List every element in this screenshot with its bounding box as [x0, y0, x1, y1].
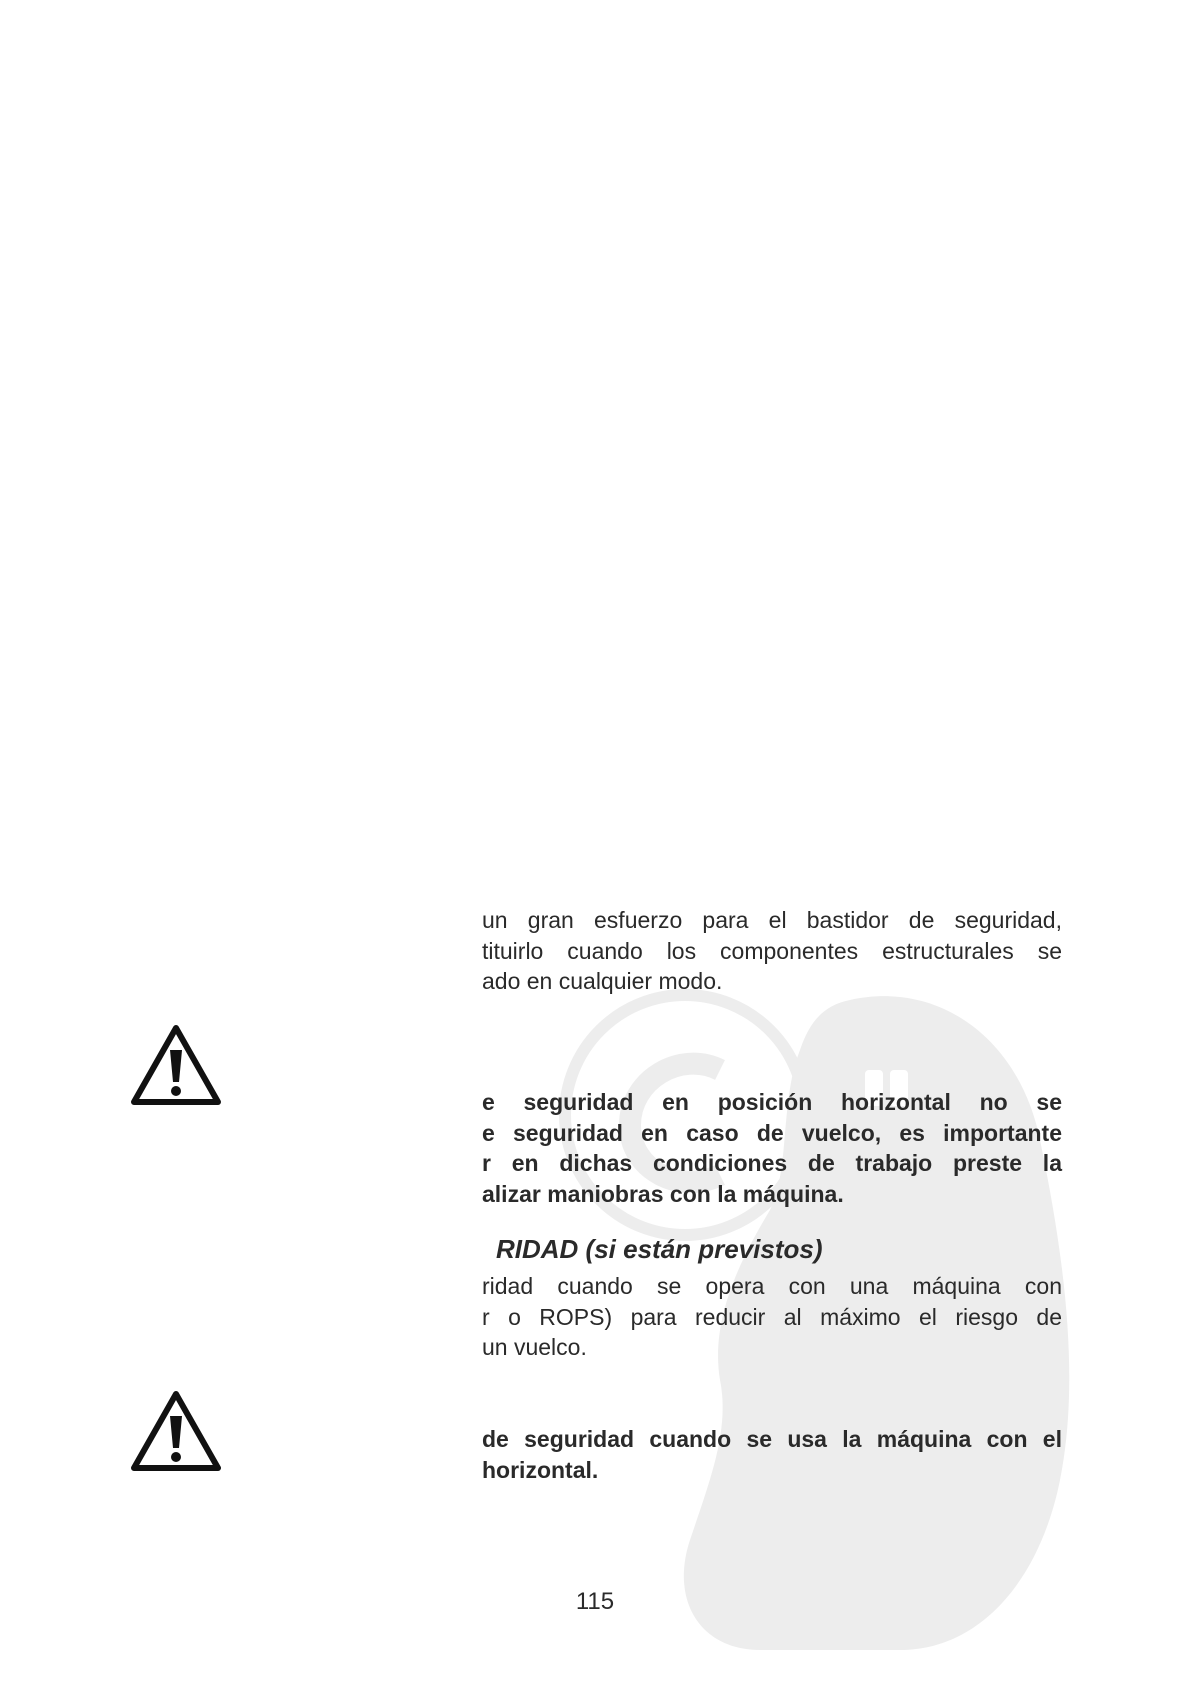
paragraph-1-line: un gran esfuerzo para el bastidor de seguridad, [482, 907, 1062, 933]
paragraph-2-line: r o ROPS) para reducir al máximo el riesgo de [482, 1303, 1062, 1330]
warning-text-1 [482, 1087, 1062, 1209]
warning-1-line: e seguridad en caso de vuelco, es importante [482, 1119, 1062, 1146]
paragraph-2-line: un vuelco. [482, 1334, 587, 1360]
paragraph-2 [482, 1271, 1062, 1363]
paragraph-1-line: tituirlo cuando los componentes estructurales se [482, 937, 1062, 964]
warning-1-line: r en dichas condiciones de trabajo preste la [482, 1150, 1062, 1176]
page-number: 115 [575, 1588, 615, 1615]
paragraph-1 [482, 905, 1062, 997]
section-heading: RIDAD (si están previstos) [496, 1234, 823, 1264]
paragraph-2-line: ridad cuando se opera con una máquina con [482, 1273, 1062, 1299]
warning-triangle-icon [128, 1022, 224, 1108]
warning-1-line: alizar maniobras con la máquina. [482, 1180, 844, 1207]
warning-1-line: e seguridad en posición horizontal no se [482, 1089, 1062, 1115]
warning-2-line: horizontal. [482, 1456, 599, 1483]
paragraph-1-line: ado en cualquier modo. [482, 968, 723, 994]
warning-text-2 [482, 1424, 1062, 1485]
warning-2-line: de seguridad cuando se usa la máquina con el [482, 1426, 1062, 1452]
warning-triangle-icon [128, 1388, 224, 1474]
